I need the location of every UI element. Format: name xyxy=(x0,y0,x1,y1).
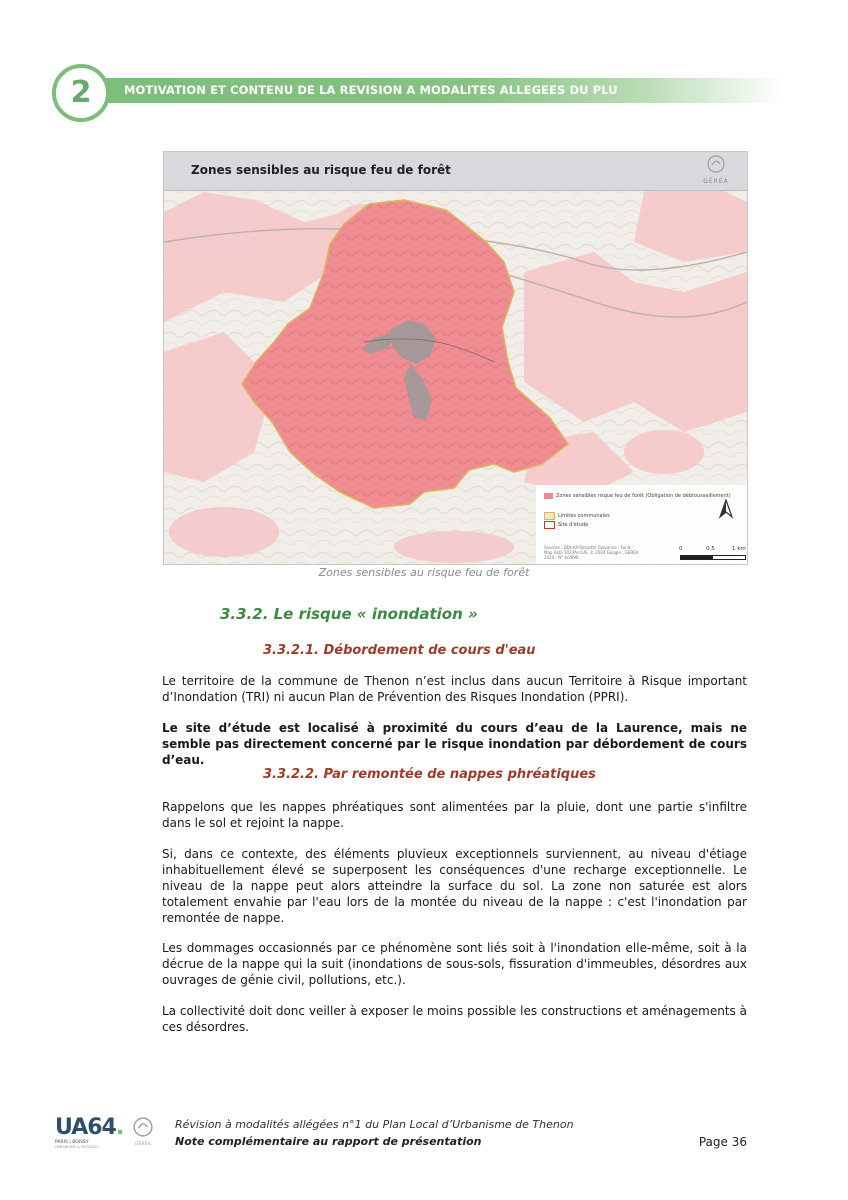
ua64-logo-sub2: URBANISME & PAYSAGES xyxy=(55,1145,99,1149)
chapter-header-band xyxy=(78,78,784,103)
paragraph: La collectivité doit donc veiller à exposer le moins possible les constructions et aménagements à ces désordres. xyxy=(162,1004,747,1034)
paragraph: Si, dans ce contexte, des éléments pluvieux exceptionnels surviennent, au niveau d'étiage inhabituellement élevé se superposent les conséquences d'une recharge exceptionnelle. Le niveau de la nappe peut alors atteindre la surface du sol. La zone non saturée est alors totalement envahie par l'eau lors de la montée du niveau de la nappe : c'est l'inondation par remontée de nappe. xyxy=(162,847,747,925)
gerea-logo-text: GÉRÉA xyxy=(703,178,729,185)
ua64-logo xyxy=(55,1117,123,1149)
gerea-footer-icon xyxy=(133,1117,153,1137)
paragraph-bold: Le site d’étude est localisé à proximité du cours d’eau de la Laurence, mais ne semble pas directement concerné par le risque inondation par débordement de cours d’eau. xyxy=(162,721,747,767)
paragraph: Rappelons que les nappes phréatiques sont alimentées par la pluie, dont une partie s'infiltre dans le sol et rejoint la nappe. xyxy=(162,800,747,830)
legend-swatch xyxy=(544,493,553,499)
ua64-logo-dot: . xyxy=(115,1115,124,1140)
gerea-footer-logo xyxy=(130,1117,156,1146)
ua64-logo-text: UA64 xyxy=(55,1115,116,1140)
legend-item-fire-zone xyxy=(544,493,731,499)
map-source: Sources : DDt-AP Rossotto Giovanna ; Fond : Map data 2023ArcGIS, © 2024 Google ; GEREA 2024 - N° 4/2896 xyxy=(544,545,639,560)
map-title-bar xyxy=(164,152,747,191)
legend-label: Site d'étude xyxy=(558,522,589,528)
paragraph: Les dommages occasionnés par ce phénomène sont liés soit à l'inondation elle-même, soit à la décrue de la nappe qui la suit (inondations de sous-sols, fissuration d'immeubles, désordres aux ouvrages de génie civil, pollutions, etc.). xyxy=(162,941,747,987)
footer-document-title: Révision à modalités allégées n°1 du Plan Local d’Urbanisme de Thenon xyxy=(175,1118,574,1131)
section-heading: 3.3.2. Le risque « inondation » xyxy=(220,605,478,623)
scale-label-0: 0 xyxy=(679,546,683,552)
page-number: Page 36 xyxy=(698,1135,747,1149)
chapter-number-badge xyxy=(52,64,110,122)
ua64-logo-sub: PARIS | BOISSY xyxy=(55,1140,89,1145)
gerea-footer-text: GÉRÉA xyxy=(134,1141,152,1146)
scale-label-mid: 0,5 xyxy=(706,546,715,552)
legend-label: Zones sensibles risque feu de forêt (Obligation de débroussaillement) xyxy=(556,493,731,499)
subsection-heading-groundwater: 3.3.2.2. Par remontée de nappes phréatiques xyxy=(263,767,596,782)
legend-item-study-site xyxy=(544,521,588,529)
north-arrow-icon xyxy=(719,499,733,519)
paragraph: Le territoire de la commune de Thenon n’est inclus dans aucun Territoire à Risque important d’Inondation (TRI) ni aucun Plan de Prévention des Risques Inondation (PPRI). xyxy=(162,674,747,704)
footer-document-subtitle: Note complémentaire au rapport de présentation xyxy=(175,1135,482,1148)
legend-item-commune-limits xyxy=(544,512,610,520)
map-figure xyxy=(163,151,748,565)
chapter-number: 2 xyxy=(70,75,92,110)
legend-swatch xyxy=(544,512,555,520)
gerea-logo-icon xyxy=(707,155,725,173)
map-title: Zones sensibles au risque feu de forêt xyxy=(191,163,451,177)
scale-label-end: 1 km xyxy=(732,546,746,552)
map-legend xyxy=(536,485,747,564)
legend-label: Limites communales xyxy=(558,513,610,519)
scale-bar xyxy=(680,555,746,560)
gerea-logo xyxy=(699,155,733,187)
legend-swatch xyxy=(544,521,555,529)
chapter-title: MOTIVATION ET CONTENU DE LA REVISION A MODALITES ALLEGEES DU PLU xyxy=(124,83,618,97)
subsection-heading-overflow: 3.3.2.1. Débordement de cours d'eau xyxy=(263,643,536,658)
figure-caption: Zones sensibles au risque feu de forêt xyxy=(318,566,530,579)
